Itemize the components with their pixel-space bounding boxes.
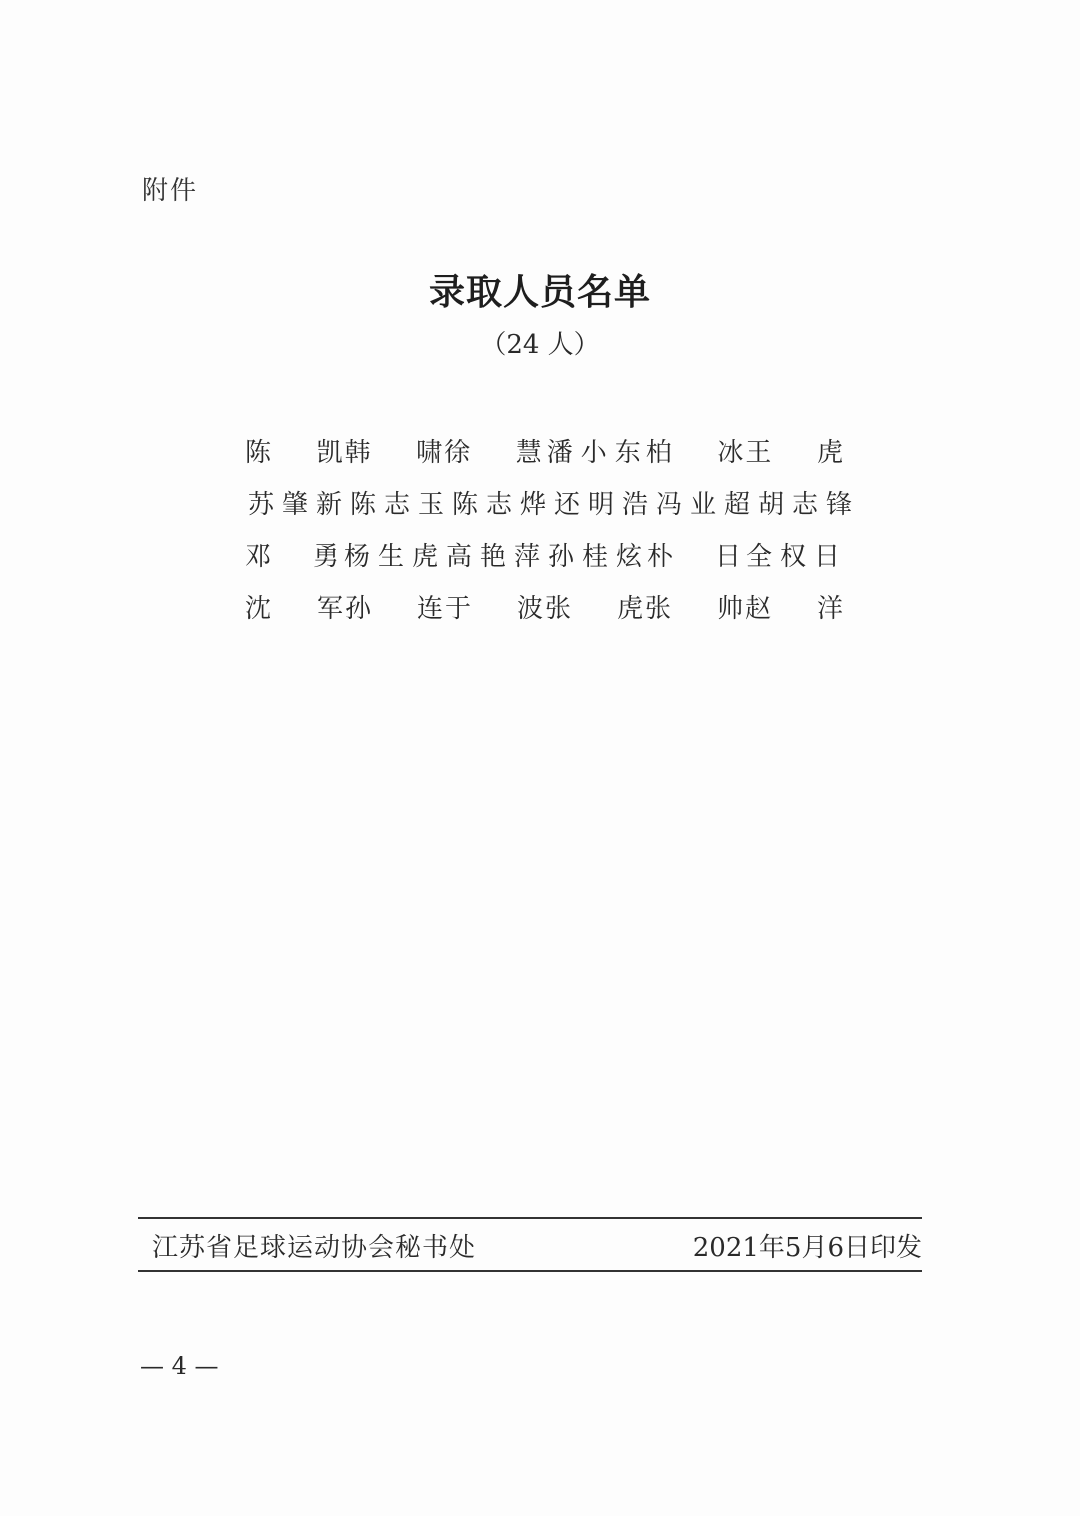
- name-entry: 高 艳 萍: [445, 541, 540, 572]
- name-entry: 陈 志 玉: [349, 489, 444, 520]
- name-entry: 苏 肇 新: [247, 489, 342, 520]
- name-row: [244, 424, 844, 476]
- attachment-label: 附件: [142, 176, 199, 206]
- name-entry: 陈 凯: [244, 437, 343, 468]
- name-entry: 沈 军: [244, 593, 343, 624]
- name-entry: 张 帅: [644, 593, 743, 624]
- name-entry: 陈 志 烨: [451, 489, 546, 520]
- issue-date: 2021年5月6日印发: [692, 1233, 922, 1263]
- page-number: — 4 —: [140, 1352, 219, 1380]
- name-entry: 胡 志 锋: [757, 489, 852, 520]
- name-row: [244, 528, 844, 580]
- name-row: [244, 580, 844, 632]
- name-entry: 张 虎: [544, 593, 643, 624]
- name-row: [244, 476, 852, 528]
- footer-bottom-rule: [138, 1270, 922, 1272]
- footer-top-rule: [138, 1217, 922, 1219]
- name-entry: 全 权 日: [745, 541, 840, 572]
- name-entry: 孙 连: [344, 593, 443, 624]
- issuer: 江苏省足球运动协会秘书处: [152, 1233, 477, 1263]
- name-entry: 冯 业 超: [655, 489, 750, 520]
- document-title: 录取人员名单: [428, 271, 651, 313]
- name-entry: 徐 慧: [444, 437, 542, 468]
- name-entry: 赵 洋: [744, 593, 843, 624]
- name-entry: 还 明 浩: [553, 489, 648, 520]
- document-subtitle: （24 人）: [480, 330, 600, 360]
- name-entry: 于 波: [444, 593, 543, 624]
- name-entry: 邓 勇: [244, 541, 339, 572]
- name-entry: 杨 生 虎: [343, 541, 438, 572]
- name-entry: 韩 啸: [344, 437, 443, 468]
- name-entry: 朴 日: [646, 541, 741, 572]
- name-entry: 孙 桂 炫: [547, 541, 642, 572]
- name-entry: 王 虎: [745, 437, 843, 468]
- name-list: [244, 424, 852, 632]
- name-entry: 潘 小 东: [546, 437, 641, 468]
- name-entry: 柏 冰: [645, 437, 744, 468]
